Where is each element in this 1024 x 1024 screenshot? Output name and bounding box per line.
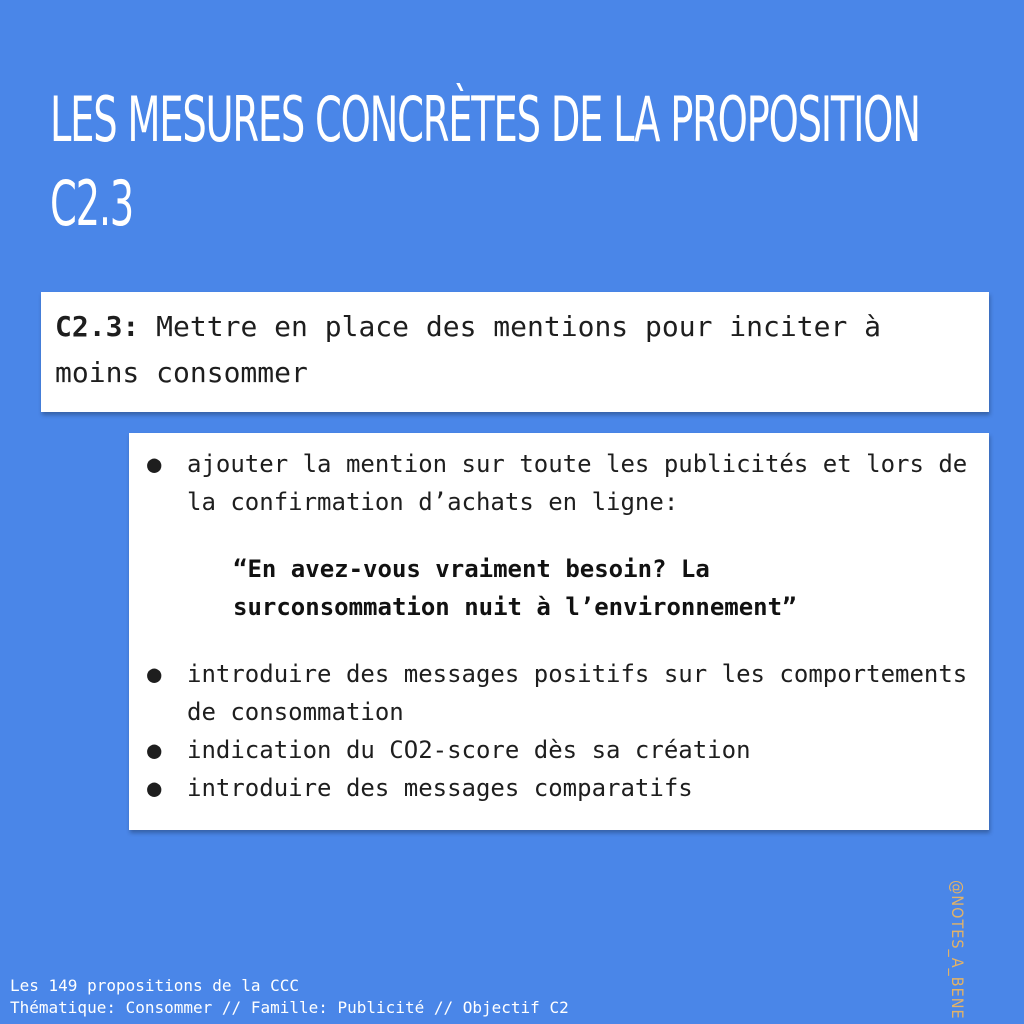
measures-card bbox=[129, 433, 989, 830]
footer-caption bbox=[10, 975, 569, 1019]
list-item-text: introduire des messages positifs sur les comportements de consommation bbox=[187, 660, 968, 726]
proposition-code: C2.3: bbox=[55, 310, 140, 343]
list-item bbox=[147, 731, 997, 769]
list-item bbox=[147, 445, 997, 521]
footer-line-2: Thématique: Consommer // Famille: Publicité // Objectif C2 bbox=[10, 998, 569, 1017]
list-item-text: introduire des messages comparatifs bbox=[187, 774, 693, 802]
bullet-icon: ● bbox=[147, 736, 162, 764]
bullet-icon: ● bbox=[147, 774, 162, 802]
page-title: LES MESURES CONCRÈTES DE LA PROPOSITION C2.3 bbox=[50, 83, 920, 240]
proposition-text: Mettre en place des mentions pour inciter à moins consommer bbox=[55, 310, 882, 389]
list-item-text: ajouter la mention sur toute les publicités et lors de la confirmation d’achats en ligne: bbox=[187, 450, 968, 516]
author-watermark: @NOTES_A_BENE bbox=[948, 880, 967, 1020]
list-item-text: indication du CO2-score dès sa création bbox=[187, 736, 751, 764]
footer-line-1: Les 149 propositions de la CCC bbox=[10, 976, 299, 995]
list-item bbox=[147, 769, 997, 807]
list-item bbox=[147, 655, 997, 731]
bullet-icon: ● bbox=[147, 450, 162, 478]
quoted-message: “En avez-vous vraiment besoin? La surconsommation nuit à l’environnement” bbox=[233, 555, 797, 621]
proposition-card bbox=[41, 292, 989, 412]
bullet-icon: ● bbox=[147, 660, 162, 688]
proposition-statement bbox=[55, 304, 975, 396]
